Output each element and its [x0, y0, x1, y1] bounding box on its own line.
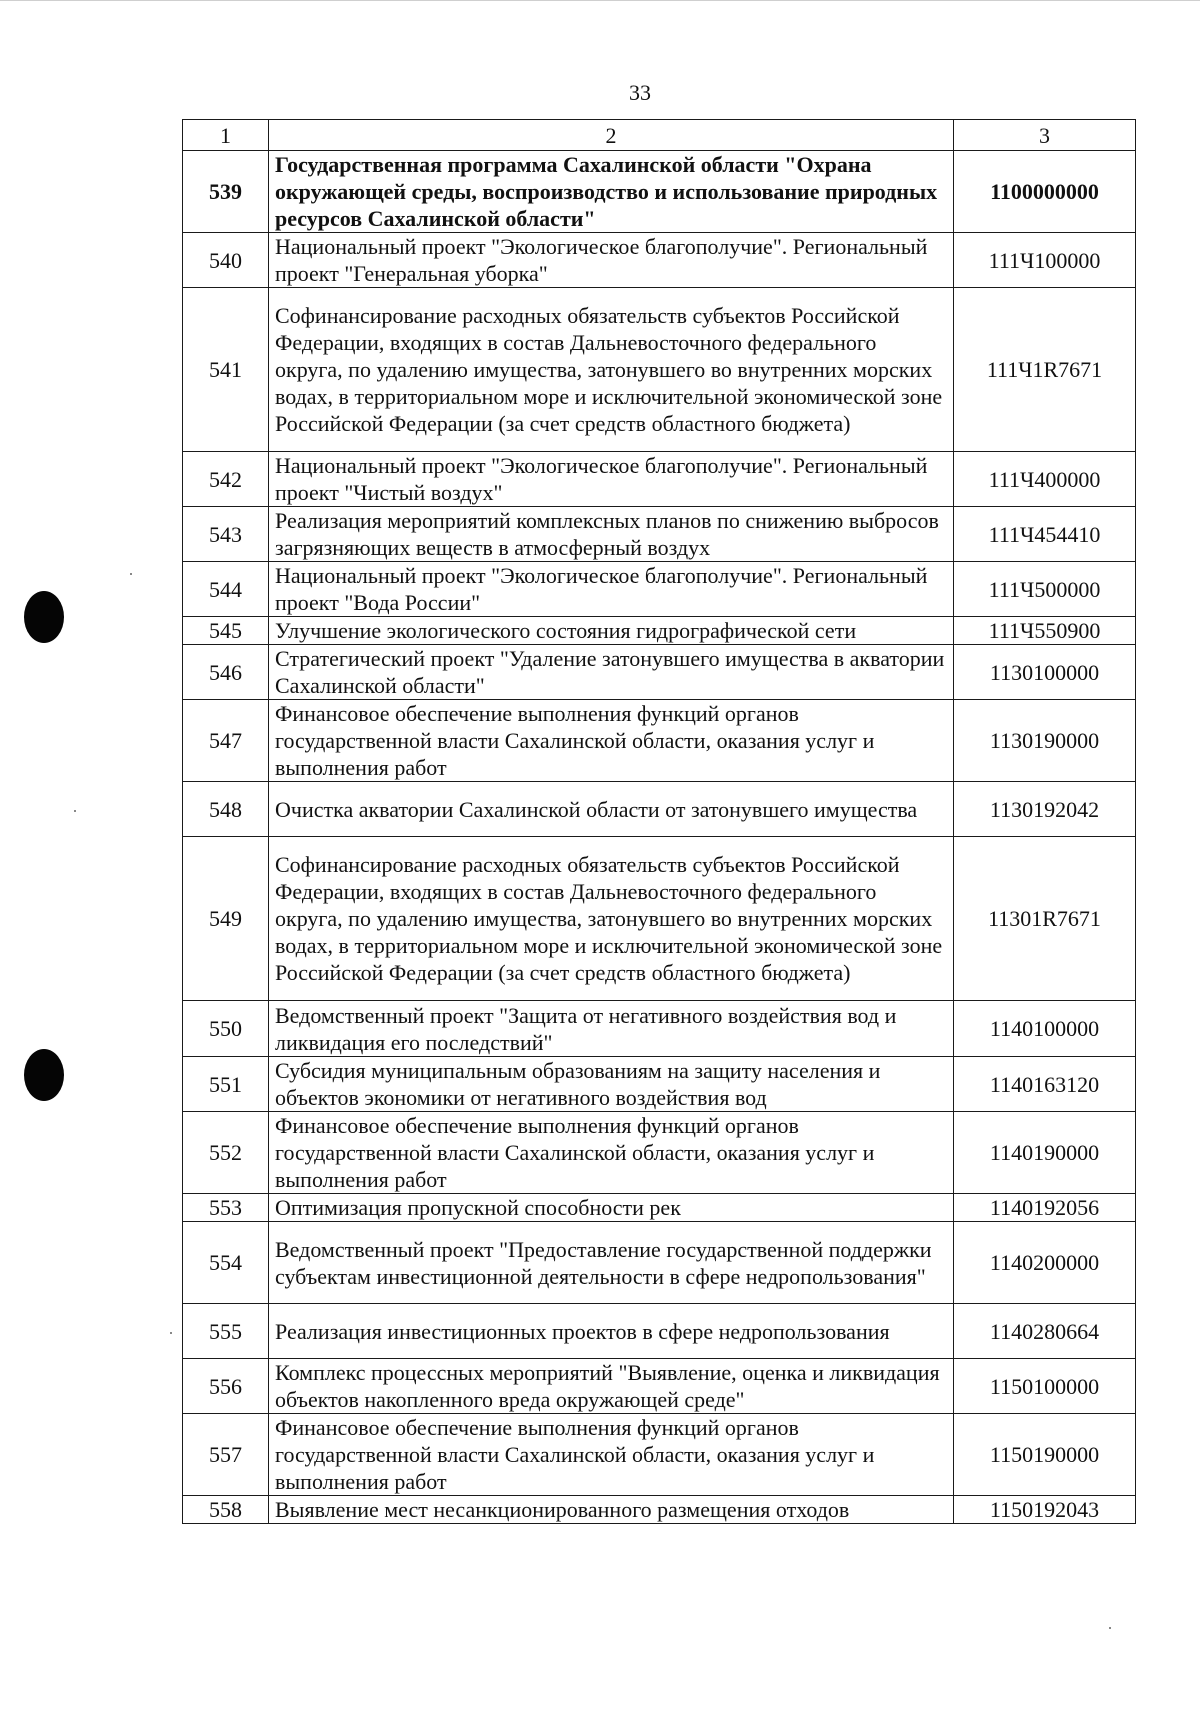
row-name: Реализация инвестиционных проектов в сфере недропользования — [269, 1304, 954, 1359]
row-number: 539 — [183, 151, 269, 233]
row-code: 1100000000 — [954, 151, 1136, 233]
table-row — [183, 1194, 1136, 1222]
row-number: 553 — [183, 1194, 269, 1222]
row-number: 545 — [183, 617, 269, 645]
table-row — [183, 1001, 1136, 1057]
row-code: 1130190000 — [954, 700, 1136, 782]
row-number: 552 — [183, 1112, 269, 1194]
row-number: 543 — [183, 507, 269, 562]
row-code: 1140280664 — [954, 1304, 1136, 1359]
row-number: 547 — [183, 700, 269, 782]
row-name: Софинансирование расходных обязательств субъектов Российской Федерации, входящих в состав Дальневосточного федерального округа, по удалению имущества, затонувшего во внутренних морских водах, в территориальном море и исключительной экономической зоне Российской Федерации (за счет средств областного бюджета) — [269, 837, 954, 1001]
row-number: 550 — [183, 1001, 269, 1057]
row-code: 1140163120 — [954, 1057, 1136, 1112]
table-row — [183, 1222, 1136, 1304]
row-number: 556 — [183, 1359, 269, 1414]
column-header: 2 — [269, 120, 954, 151]
table-row — [183, 782, 1136, 837]
row-number: 551 — [183, 1057, 269, 1112]
row-code: 1140192056 — [954, 1194, 1136, 1222]
row-name: Субсидия муниципальным образованиям на защиту населения и объектов экономики от негативного воздействия вод — [269, 1057, 954, 1112]
row-number: 546 — [183, 645, 269, 700]
row-code: 111Ч454410 — [954, 507, 1136, 562]
row-code: 1140190000 — [954, 1112, 1136, 1194]
table-row — [183, 1414, 1136, 1496]
row-code: 1130100000 — [954, 645, 1136, 700]
row-name: Финансовое обеспечение выполнения функций органов государственной власти Сахалинской области, оказания услуг и выполнения работ — [269, 1414, 954, 1496]
row-code: 1130192042 — [954, 782, 1136, 837]
budget-table — [182, 119, 1136, 1524]
scan-speck — [1109, 1627, 1111, 1629]
punch-hole — [24, 1049, 64, 1101]
row-name: Государственная программа Сахалинской области "Охрана окружающей среды, воспроизводство и использование природных ресурсов Сахалинской области" — [269, 151, 954, 233]
row-code: 1140100000 — [954, 1001, 1136, 1057]
table-header-row — [183, 120, 1136, 151]
punch-hole — [24, 591, 64, 643]
row-number: 544 — [183, 562, 269, 617]
table-row — [183, 1112, 1136, 1194]
table-row — [183, 452, 1136, 507]
row-code: 111Ч400000 — [954, 452, 1136, 507]
row-number: 554 — [183, 1222, 269, 1304]
table-row — [183, 151, 1136, 233]
scan-speck — [130, 573, 132, 575]
row-code: 1150190000 — [954, 1414, 1136, 1496]
row-name: Софинансирование расходных обязательств субъектов Российской Федерации, входящих в состав Дальневосточного федерального округа, по удалению имущества, затонувшего во внутренних морских водах, в территориальном море и исключительной экономической зоне Российской Федерации (за счет средств областного бюджета) — [269, 288, 954, 452]
row-number: 555 — [183, 1304, 269, 1359]
row-code: 1150100000 — [954, 1359, 1136, 1414]
table-row — [183, 507, 1136, 562]
table-row — [183, 617, 1136, 645]
row-number: 540 — [183, 233, 269, 288]
table-row — [183, 1496, 1136, 1524]
row-code: 111Ч1R7671 — [954, 288, 1136, 452]
row-name: Реализация мероприятий комплексных планов по снижению выбросов загрязняющих веществ в атмосферный воздух — [269, 507, 954, 562]
scan-edge — [0, 0, 1200, 4]
table-row — [183, 562, 1136, 617]
column-header: 1 — [183, 120, 269, 151]
row-number: 549 — [183, 837, 269, 1001]
page-number: 33 — [629, 80, 651, 105]
row-name: Улучшение экологического состояния гидрографической сети — [269, 617, 954, 645]
row-code: 111Ч550900 — [954, 617, 1136, 645]
row-name: Национальный проект "Экологическое благополучие". Региональный проект "Генеральная уборка" — [269, 233, 954, 288]
table-row — [183, 837, 1136, 1001]
row-number: 541 — [183, 288, 269, 452]
row-number: 548 — [183, 782, 269, 837]
scan-speck — [170, 1332, 172, 1334]
row-code: 111Ч100000 — [954, 233, 1136, 288]
row-code: 111Ч500000 — [954, 562, 1136, 617]
row-name: Ведомственный проект "Предоставление государственной поддержки субъектам инвестиционной деятельности в сфере недропользования" — [269, 1222, 954, 1304]
row-code: 1140200000 — [954, 1222, 1136, 1304]
row-name: Финансовое обеспечение выполнения функций органов государственной власти Сахалинской области, оказания услуг и выполнения работ — [269, 1112, 954, 1194]
row-name: Финансовое обеспечение выполнения функций органов государственной власти Сахалинской области, оказания услуг и выполнения работ — [269, 700, 954, 782]
column-header: 3 — [954, 120, 1136, 151]
table-row — [183, 645, 1136, 700]
row-number: 542 — [183, 452, 269, 507]
table-row — [183, 700, 1136, 782]
table-row — [183, 288, 1136, 452]
scan-speck — [74, 810, 76, 812]
row-name: Очистка акватории Сахалинской области от затонувшего имущества — [269, 782, 954, 837]
row-name: Комплекс процессных мероприятий "Выявление, оценка и ликвидация объектов накопленного вреда окружающей среде" — [269, 1359, 954, 1414]
row-code: 11301R7671 — [954, 837, 1136, 1001]
row-name: Стратегический проект "Удаление затонувшего имущества в акватории Сахалинской области" — [269, 645, 954, 700]
table-row — [183, 1057, 1136, 1112]
row-name: Национальный проект "Экологическое благополучие". Региональный проект "Вода России" — [269, 562, 954, 617]
table-row — [183, 1359, 1136, 1414]
row-name: Ведомственный проект "Защита от негативного воздействия вод и ликвидация его последствий" — [269, 1001, 954, 1057]
row-name: Национальный проект "Экологическое благополучие". Региональный проект "Чистый воздух" — [269, 452, 954, 507]
row-number: 557 — [183, 1414, 269, 1496]
table-row — [183, 1304, 1136, 1359]
row-number: 558 — [183, 1496, 269, 1524]
row-code: 1150192043 — [954, 1496, 1136, 1524]
row-name: Оптимизация пропускной способности рек — [269, 1194, 954, 1222]
row-name: Выявление мест несанкционированного размещения отходов — [269, 1496, 954, 1524]
table-row — [183, 233, 1136, 288]
